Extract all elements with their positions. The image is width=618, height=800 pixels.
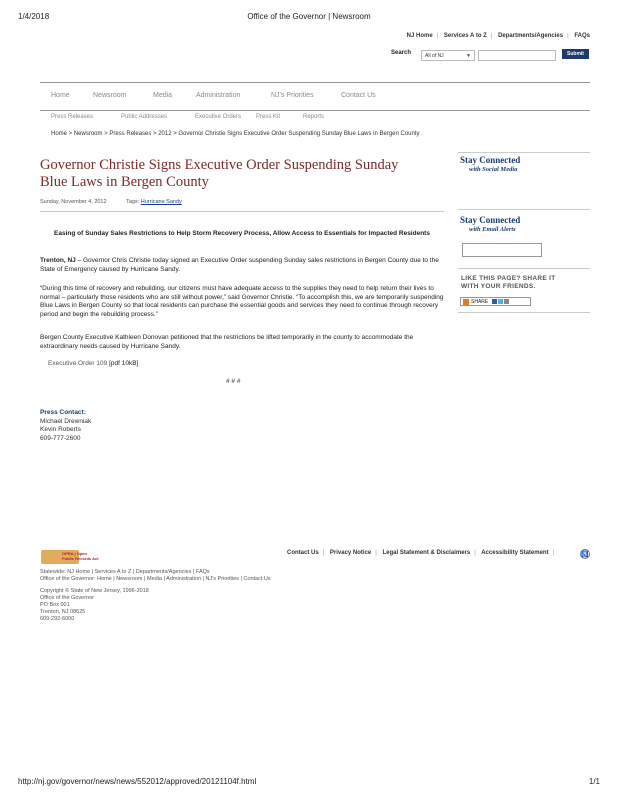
address-line: Office of the Governor [40, 595, 95, 601]
article-paragraph: Bergen County Executive Kathleen Donovan petitioned that the restrictions be lifted temporarily in the county to accommodate the extraordinary needs caused by Hurricane Sandy. [40, 334, 414, 350]
search-input[interactable] [478, 50, 556, 61]
email-subheading: with Email Alerts [469, 226, 516, 233]
top-link-departments[interactable]: Departments/Agencies [498, 33, 564, 39]
opra-logo-text [62, 551, 99, 561]
subnav-reports[interactable]: Reports [303, 114, 325, 120]
footer-legal[interactable]: Legal Statement & Disclaimers [382, 550, 471, 556]
press-contact-label: Press Contact: [40, 409, 86, 416]
tag-link[interactable]: Hurricane Sandy [140, 199, 182, 205]
search-label: Search [391, 50, 412, 56]
footer-address [40, 588, 149, 623]
chevron-down-icon: ▼ [466, 53, 471, 59]
subnav-press-releases[interactable]: Press Releases [51, 114, 94, 120]
share-label: SHARE [471, 299, 489, 305]
email-field[interactable] [462, 243, 542, 257]
nav-contact-us[interactable]: Contact Us [341, 92, 376, 99]
nav-administration[interactable]: Administration [196, 92, 241, 99]
subnav-public-addresses[interactable]: Public Addresses [121, 114, 168, 120]
share-prompt-line: WITH YOUR FRIENDS. [461, 283, 536, 290]
footer-nav[interactable] [40, 569, 271, 583]
share-prompt-line: LIKE THIS PAGE? SHARE IT [461, 275, 556, 282]
article-paragraph: “During this time of recovery and rebuilding, our citizens must have adequate access to the supplies they need to help return their lives to normal – particularly those residents who are still without power,” said Governor Christie. “To accomplish this, we are temporarily suspending Blue Laws in Bergen County so that local residents can purchase the essential goods and services they need to continue through recovery period and begin the rebuilding process.” [40, 285, 444, 318]
footer-governor-links[interactable]: Office of the Governor: Home | Newsroom | Media | Administration | NJ's Priorities | Contact Us [40, 576, 271, 582]
submit-button[interactable]: Submit [562, 49, 589, 59]
nav-media[interactable]: Media [153, 92, 173, 99]
eo-file-info: [pdf 10kB] [107, 360, 139, 367]
press-contact-name: Kevin Roberts [40, 426, 81, 433]
divider [458, 268, 590, 269]
address-phone: 609-292-6000 [40, 616, 75, 622]
executive-order-link[interactable] [48, 360, 138, 367]
top-links: NJ Home | Services A to Z | Departments/Agencies | FAQs [406, 33, 590, 39]
share-icon [463, 299, 469, 305]
email-icon [504, 299, 509, 304]
subnav-press-kit[interactable]: Press Kit [256, 114, 281, 120]
article-meta [40, 199, 444, 212]
email-heading: Stay Connected [460, 215, 521, 225]
press-contact-name: Michael Drewniak [40, 417, 92, 425]
top-link-faqs[interactable]: FAQs [574, 33, 590, 39]
divider [458, 312, 590, 313]
eo-link-text[interactable]: Executive Order 109 [48, 360, 108, 367]
print-date: 1/4/2018 [18, 12, 50, 21]
address-line: PO Box 001 [40, 602, 70, 608]
twitter-icon [498, 299, 503, 304]
divider [458, 152, 590, 153]
copyright: Copyright © State of New Jersey, 1996-2018 [40, 588, 149, 594]
share-prompt [461, 275, 555, 291]
tags-label: Tags: [126, 199, 140, 205]
nav-home[interactable]: Home [51, 92, 70, 99]
footer-contact-us[interactable]: Contact Us [287, 550, 319, 556]
search-scope-select[interactable] [421, 50, 475, 61]
footer-links: Contact Us | Privacy Notice | Legal Statement & Disclaimers | Accessibility Statement | [287, 550, 555, 556]
dateline: Trenton, NJ [40, 257, 76, 264]
page-count: 1/1 [588, 777, 600, 786]
print-url: http://nj.gov/governor/news/news/552012/approved/20121104f.html [18, 777, 257, 786]
accessibility-icon[interactable]: ♿ [580, 549, 590, 559]
end-marker: # # # [226, 378, 241, 385]
top-link-nj-home[interactable]: NJ Home [406, 33, 433, 39]
print-title: Office of the Governor | Newsroom [247, 12, 371, 21]
social-subheading[interactable]: with Social Media [469, 166, 518, 173]
nav-priorities[interactable]: NJ's Priorities [271, 92, 314, 99]
subnav-executive-orders[interactable]: Executive Orders [195, 114, 242, 120]
top-link-services[interactable]: Services A to Z [443, 33, 487, 39]
opra-line: OPRA | Open [62, 551, 87, 556]
article-date: Sunday, November 4, 2012 [40, 199, 107, 205]
article-subhead: Easing of Sunday Sales Restrictions to Help Storm Recovery Process, Allow Access to Essentials for Impacted Residents [54, 230, 430, 237]
footer-accessibility[interactable]: Accessibility Statement [481, 550, 549, 556]
footer-statewide-links[interactable]: Statewide: NJ Home | Services A to Z | Departments/Agencies | FAQs [40, 569, 210, 575]
divider [458, 209, 590, 210]
search-scope-value: All of NJ [425, 53, 444, 59]
paragraph-text: – Governor Chris Christie today signed an Executive Order suspending Sunday sales restrictions in Bergen County due to the State of Emergency caused by Hurricane Sandy. [40, 257, 439, 273]
breadcrumb[interactable]: Home > Newsroom > Press Releases > 2012 > Governor Christie Signs Executive Order Suspending Sunday Blue Laws in Bergen County [51, 131, 420, 137]
article-paragraph [40, 257, 444, 274]
address-line: Trenton, NJ 08625 [40, 609, 86, 615]
footer-privacy[interactable]: Privacy Notice [329, 550, 372, 556]
nav-newsroom[interactable]: Newsroom [93, 92, 127, 99]
social-heading[interactable]: Stay Connected [460, 155, 521, 165]
press-contact [40, 409, 91, 443]
opra-line: Public Records Act [62, 556, 99, 561]
facebook-icon [492, 299, 497, 304]
page-title: Governor Christie Signs Executive Order Suspending Sunday Blue Laws in Bergen County [40, 157, 399, 190]
press-contact-phone: 609-777-2600 [40, 434, 81, 442]
share-button[interactable] [460, 297, 531, 306]
